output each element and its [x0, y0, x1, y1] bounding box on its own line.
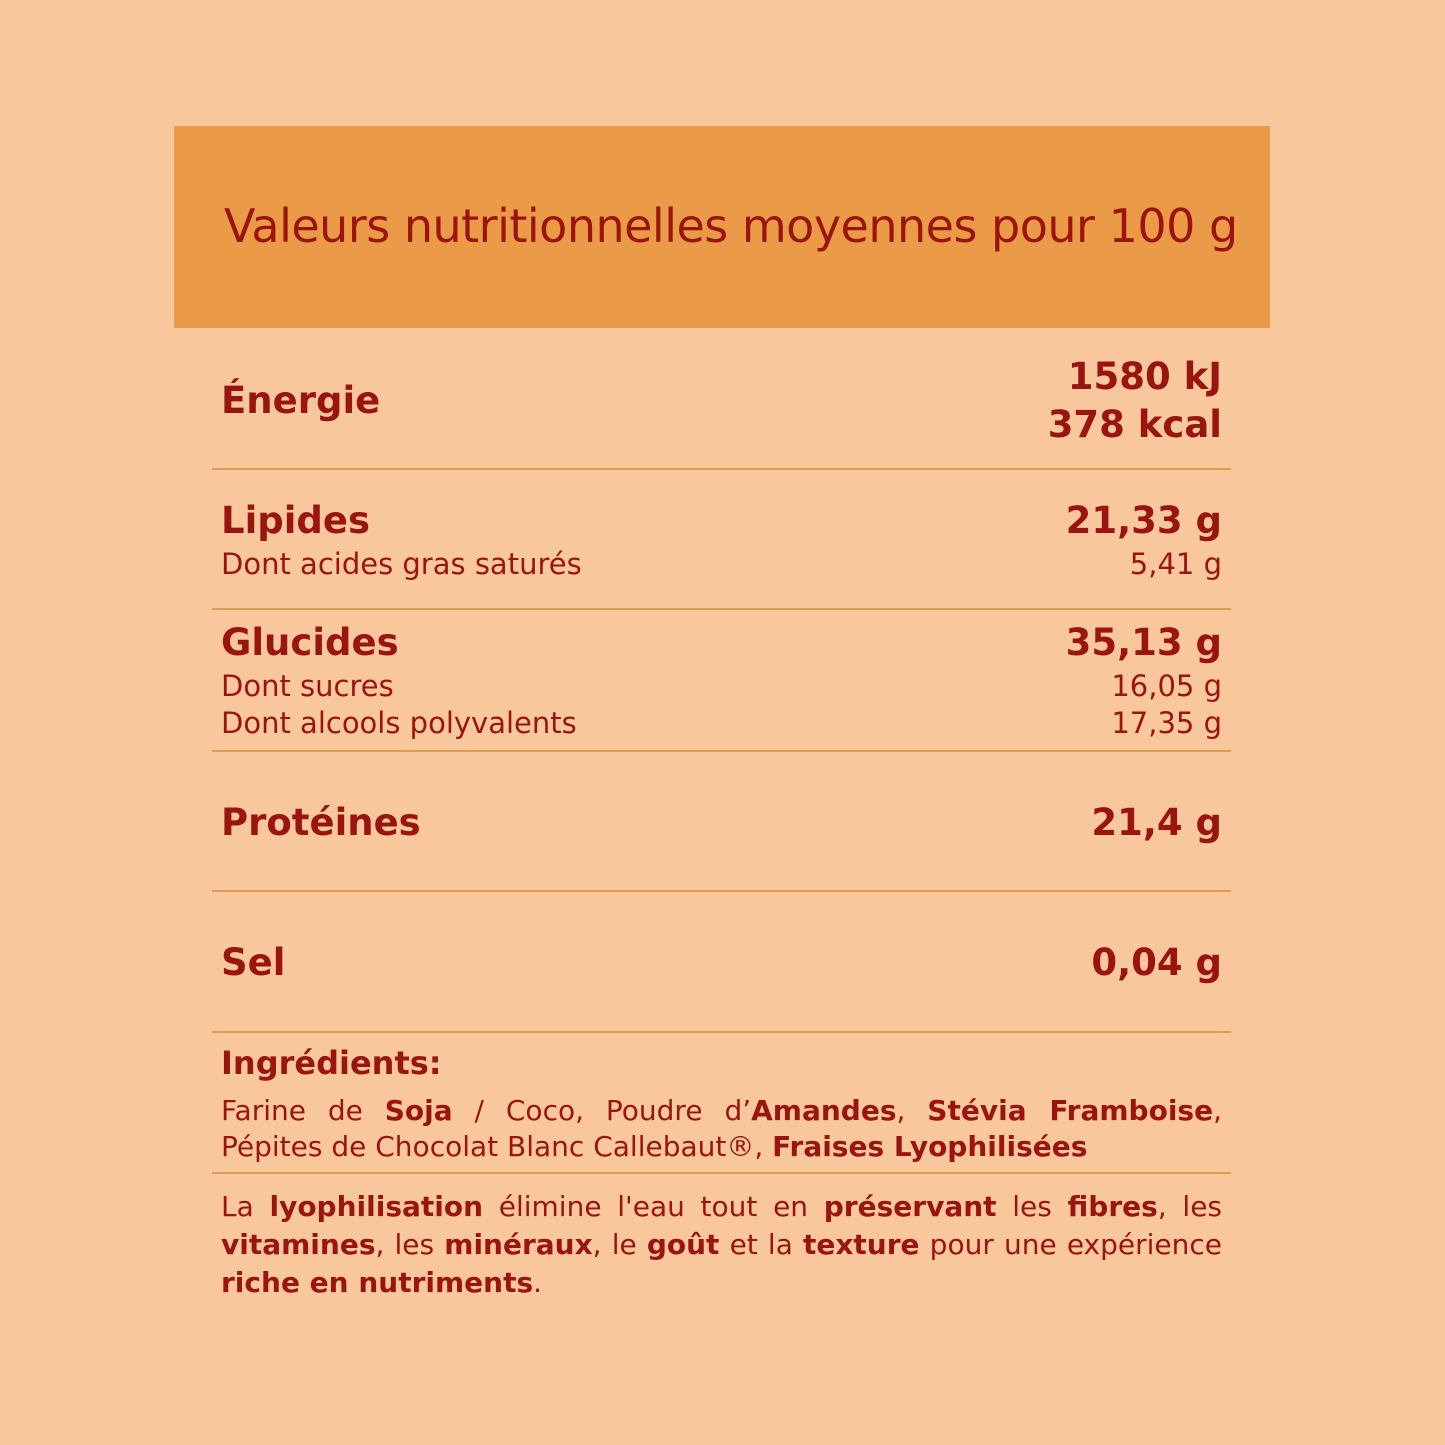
note-text-part: , les	[1157, 1190, 1223, 1223]
note-text-part: les	[996, 1190, 1068, 1223]
row-lipides	[221, 499, 1222, 589]
sub-value: 5,41 g	[1129, 547, 1222, 581]
note-text-part: et la	[719, 1228, 803, 1261]
ingredients-title: Ingrédients:	[221, 1044, 442, 1082]
row-proteines	[221, 801, 1222, 851]
note-bold-part: préservant	[823, 1190, 997, 1223]
sub-value: 16,05 g	[1111, 669, 1222, 703]
energie-kj: 1580 kJ	[1067, 355, 1222, 398]
ingredients-text-part: Farine de	[221, 1094, 385, 1127]
ingredients-bold-part: Soja	[384, 1094, 453, 1127]
energie-label: Énergie	[221, 379, 381, 422]
sel-label: Sel	[221, 941, 286, 984]
divider	[212, 1172, 1231, 1174]
divider	[212, 608, 1231, 610]
note-text-part: , le	[592, 1228, 647, 1261]
note-bold-part: lyophilisation	[269, 1190, 484, 1223]
energie-values	[1048, 353, 1222, 449]
note-bold-part: vitamines	[221, 1228, 376, 1261]
divider	[212, 1031, 1231, 1033]
divider	[212, 750, 1231, 752]
lipides-label: Lipides	[221, 499, 371, 542]
glucides-label: Glucides	[221, 621, 399, 664]
row-glucides	[221, 621, 1222, 741]
ingredients-bold-part: Fraises Lyophilisées	[772, 1130, 1088, 1163]
ingredients-text-part: ,	[896, 1094, 928, 1127]
sub-value: 17,35 g	[1111, 706, 1222, 740]
note-bold-part: minéraux	[444, 1228, 593, 1261]
proteines-label: Protéines	[221, 801, 421, 844]
note-text-part: .	[533, 1266, 543, 1299]
ingredients-bold-part: Stévia Framboise	[927, 1094, 1214, 1127]
row-energie	[221, 353, 1222, 453]
energie-kcal: 378 kcal	[1047, 403, 1222, 446]
ingredients-text-part: / Coco, Poudre d’	[452, 1094, 752, 1127]
glucides-value: 35,13 g	[1065, 621, 1222, 664]
header-banner	[174, 126, 1270, 328]
note-text-part: La	[221, 1190, 270, 1223]
proteines-value: 21,4 g	[1091, 801, 1222, 844]
lyophilisation-note	[221, 1188, 1222, 1302]
divider	[212, 468, 1231, 470]
lipides-value: 21,33 g	[1065, 499, 1222, 542]
note-bold-part: goût	[646, 1228, 720, 1261]
divider	[212, 890, 1231, 892]
sel-value: 0,04 g	[1091, 941, 1222, 984]
sub-label: Dont alcools polyvalents	[221, 706, 577, 740]
note-bold-part: fibres	[1067, 1190, 1158, 1223]
ingredients-text	[221, 1093, 1222, 1165]
row-sel	[221, 941, 1222, 991]
sub-label: Dont acides gras saturés	[221, 547, 582, 581]
sub-label: Dont sucres	[221, 669, 394, 703]
note-bold-part: texture	[802, 1228, 920, 1261]
ingredients-text-part: , Pépites de Chocolat Blanc Callebaut®,	[221, 1094, 1222, 1163]
note-text-part: pour une expérience	[919, 1228, 1223, 1261]
ingredients-bold-part: Amandes	[751, 1094, 897, 1127]
note-text-part: , les	[375, 1228, 445, 1261]
note-text-part: élimine l'eau tout en	[483, 1190, 824, 1223]
note-bold-part: riche en nutriments	[221, 1266, 534, 1299]
page-title: Valeurs nutritionnelles moyennes pour 100 g	[224, 199, 1238, 253]
